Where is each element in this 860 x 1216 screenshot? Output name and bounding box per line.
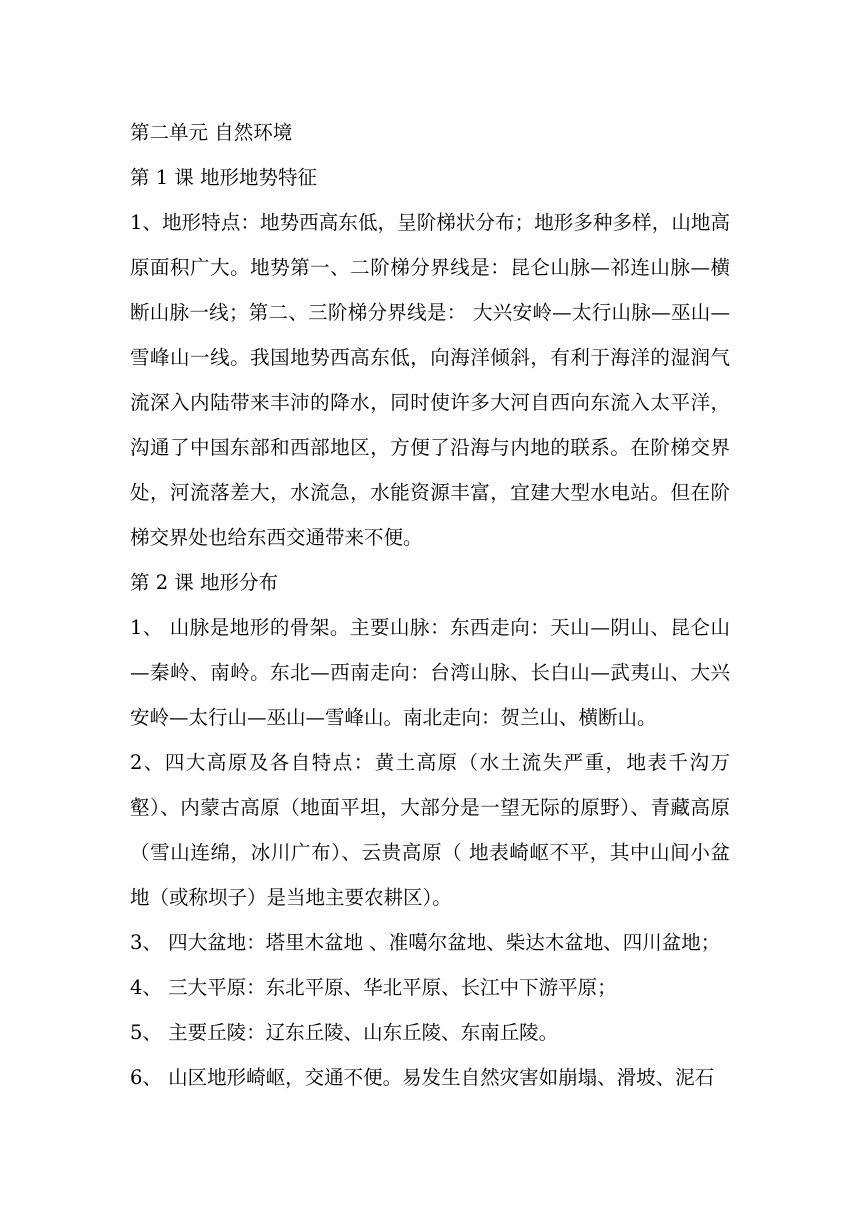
document-content <box>130 110 730 1100</box>
lesson-2-title: 第 2 课 地形分布 <box>130 571 279 594</box>
lesson-2-item-3: 3、 四大盆地：塔里木盆地 、准噶尔盆地、柴达木盆地、四川盆地； <box>130 931 721 954</box>
lesson-1-paragraph: 1、地形特点：地势西高东低，呈阶梯状分布；地形多种多样，山地高原面积广大。地势第一、二阶梯分界线是：昆仑山脉—祁连山脉—横断山脉一线；第二、三阶梯分界线是： 大兴安岭—太行山脉—巫山—雪峰山一线。我国地势西高东低，向海洋倾斜，有利于海洋的湿润气流深入内陆带来丰沛的降水，同时使许多大河自西向东流入太平洋，沟通了中国东部和西部地区，方便了沿海与内地的联系。在阶梯交界处，河流落差大，水流急，水能资源丰富，宜建大型水电站。但在阶梯交界处也给东西交通带来不便。 <box>130 211 730 549</box>
lesson-1-title: 第 1 课 地形地势特征 <box>130 166 318 189</box>
lesson-2-item-5: 5、 主要丘陵：辽东丘陵、山东丘陵、东南丘陵。 <box>130 1021 559 1044</box>
lesson-2-item-1: 1、 山脉是地形的骨架。主要山脉：东西走向：天山—阴山、昆仑山—秦岭、南岭。东北—西南走向：台湾山脉、长白山—武夷山、大兴安岭—太行山—巫山—雪峰山。南北走向：贺兰山、横断山。 <box>130 616 730 729</box>
lesson-2-item-6: 6、 山区地形崎岖，交通不便。易发生自然灾害如崩塌、滑坡、泥石 <box>130 1066 715 1089</box>
unit-title: 第二单元 自然环境 <box>130 121 293 144</box>
lesson-2-item-2: 2、四大高原及各自特点：黄土高原（水土流失严重，地表千沟万壑）、内蒙古高原（地面平坦，大部分是一望无际的原野）、青藏高原（雪山连绵，冰川广布）、云贵高原（ 地表崎岖不平，其中山间小盆地（或称坝子）是当地主要农耕区）。 <box>130 751 730 909</box>
lesson-2-item-4: 4、 三大平原：东北平原、华北平原、长江中下游平原； <box>130 976 617 999</box>
